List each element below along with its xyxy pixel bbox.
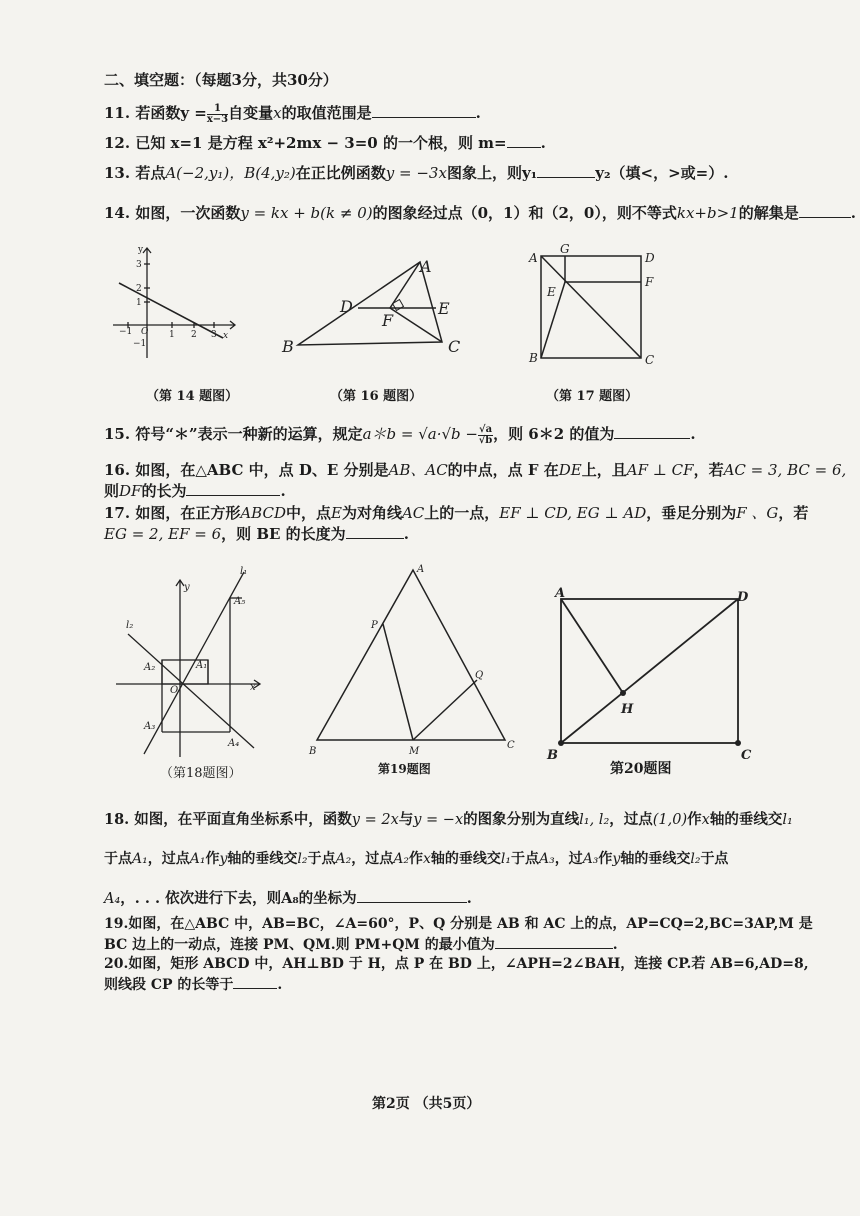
- point-label-a4: A₄: [228, 738, 240, 749]
- tick-label: −1: [133, 339, 147, 349]
- answer-blank[interactable]: [357, 888, 467, 903]
- question-17-line-1: 17. 如图，在正方形ABCD中，点E为对角线AC上的一点，EF ⊥ CD, EG ⊥ AD，垂足分别为F 、G，若: [104, 504, 809, 522]
- figure-18-caption: （第18题图）: [160, 766, 242, 781]
- figure-14-caption: （第 14 题图）: [146, 389, 239, 404]
- vertex-label-b: B: [309, 746, 317, 757]
- question-16-line-1: 16. 如图，在△ABC 中，点 D、E 分别是AB、AC的中点，点 F 在DE上，且AF ⊥ CF，若AC = 3, BC = 6,: [104, 461, 847, 479]
- tick-label: 1: [136, 298, 142, 308]
- question-13: 13. 若点A(−2,y₁)，B(4,y₂)在正比例函数y = −3x图象上，则y₁ y₂（填<，>或=）.: [104, 164, 729, 182]
- vertex-label-a: A: [555, 586, 566, 601]
- vertex-label-b: B: [529, 351, 538, 365]
- point-label-a5: A₅: [234, 596, 246, 607]
- point-label-e: E: [547, 285, 556, 299]
- point-label-g: G: [560, 242, 570, 256]
- vertex-label-a: A: [417, 564, 425, 575]
- question-19-line-1: 19.如图，在△ABC 中，AB=BC，∠A=60°，P、Q 分别是 AB 和 AC 上的点，AP=CQ=2,BC=3AP,M 是: [104, 916, 813, 932]
- axis-x-label: x: [223, 331, 229, 341]
- question-19-line-2: BC 边上的一动点，连接 PM、QM.则 PM+QM 的最小值为 .: [104, 934, 618, 955]
- figure-16: [280, 250, 480, 365]
- figure-18: [110, 562, 270, 762]
- question-14: 14. 如图，一次函数y = kx + b(k ≠ 0)的图象经过点（0，1）和（2，0），则不等式kx+b>1的解集是 .: [104, 204, 856, 222]
- vertex-label-d: D: [645, 251, 655, 265]
- figure-14: [105, 240, 240, 365]
- question-18-line-2: 于点A₁，过点A₁作y轴的垂线交l₂于点A₂，过点A₂作x轴的垂线交l₁于点A₃，过A₃作y轴的垂线交l₂于点: [104, 851, 729, 867]
- question-20-line-2: 则线段 CP 的长等于 .: [104, 974, 282, 995]
- question-12: 12. 已知 x=1 是方程 x²+2mx − 3=0 的一个根，则 m= .: [104, 134, 546, 152]
- point-label-a2: A₂: [144, 662, 156, 673]
- question-18-line-1: 18. 如图，在平面直角坐标系中，函数y = 2x与y = −x的图象分别为直线l₁, l₂，过点(1,0)作x轴的垂线交l₁: [104, 811, 793, 828]
- vertex-label-b: B: [282, 337, 294, 356]
- vertex-label-b: B: [547, 748, 558, 763]
- tick-label: 2: [136, 284, 142, 294]
- question-15: 15. 符号“＊”表示一种新的运算，规定a＊b = √a·√b − $\frac{√a}{√b}$ ，则 6＊2 的值为 .: [104, 423, 696, 446]
- answer-blank[interactable]: [186, 481, 280, 496]
- point-label-a3: A₃: [144, 721, 156, 732]
- axis-y-label: y: [184, 582, 190, 593]
- vertex-label-c: C: [448, 337, 461, 356]
- question-16-line-2: 则DF的长为 .: [104, 482, 286, 500]
- vertex-label-c: C: [507, 740, 515, 751]
- vertex-label-a: A: [420, 257, 432, 276]
- answer-blank[interactable]: [614, 424, 690, 439]
- section-title: 二、填空题：（每题3分，共30分）: [104, 71, 338, 89]
- point-label-e: E: [438, 299, 450, 318]
- tick-label: −1: [119, 327, 133, 337]
- origin-label: O: [170, 685, 179, 696]
- answer-blank[interactable]: [537, 163, 595, 178]
- answer-blank[interactable]: [799, 203, 851, 218]
- axis-y-label: y: [138, 245, 144, 255]
- answer-blank[interactable]: [346, 524, 404, 539]
- fraction: $\frac{1}{x-3}$: [206, 102, 229, 125]
- answer-blank[interactable]: [507, 133, 541, 148]
- axis-x-label: x: [250, 682, 256, 693]
- vertex-label-c: C: [741, 748, 752, 763]
- origin-label: O: [141, 327, 149, 337]
- tick-label: 3: [211, 330, 217, 340]
- point-label-d: D: [340, 297, 353, 316]
- tick-label: 3: [136, 260, 142, 270]
- question-11: 11. 若函数y = $\frac{1}{x-3}$ 自变量x的取值范围是 .: [104, 102, 481, 125]
- figure-19-caption: 第19题图: [378, 762, 431, 776]
- figure-20-caption: 第20题图: [610, 761, 672, 777]
- point-label-h: H: [621, 702, 634, 717]
- question-17-line-2: EG = 2, EF = 6，则 BE 的长度为 .: [104, 525, 409, 543]
- line-label-l1: l₁: [240, 566, 248, 577]
- figure-16-caption: （第 16 题图）: [330, 389, 423, 404]
- vertex-label-a: A: [529, 251, 538, 265]
- vertex-label-c: C: [645, 353, 655, 367]
- point-label-a1: A₁: [196, 660, 208, 671]
- point-label-f: F: [645, 275, 654, 289]
- tick-label: 1: [169, 330, 175, 340]
- point-label-q: Q: [475, 670, 484, 681]
- figure-19: [305, 562, 525, 762]
- question-18-line-3: A₄，. . . 依次进行下去，则A₈的坐标为 .: [104, 890, 472, 907]
- tick-label: 2: [191, 330, 197, 340]
- answer-blank[interactable]: [372, 103, 476, 118]
- answer-blank[interactable]: [233, 974, 277, 989]
- page-number: 第2页 （共5页）: [372, 1096, 481, 1112]
- line-label-l2: l₂: [126, 620, 134, 631]
- figure-17: [525, 240, 665, 365]
- vertex-label-d: D: [737, 590, 749, 605]
- point-label-m: M: [409, 746, 420, 757]
- figure-20: [545, 585, 760, 765]
- answer-blank[interactable]: [495, 934, 613, 949]
- figure-17-caption: （第 17 题图）: [546, 389, 639, 404]
- fraction: $\frac{√a}{√b}$: [478, 423, 493, 446]
- point-label-f: F: [382, 311, 394, 330]
- question-20-line-1: 20.如图，矩形 ABCD 中，AH⊥BD 于 H，点 P 在 BD 上，∠APH=2∠BAH，连接 CP.若 AB=6,AD=8,: [104, 956, 809, 972]
- point-label-p: P: [371, 620, 378, 631]
